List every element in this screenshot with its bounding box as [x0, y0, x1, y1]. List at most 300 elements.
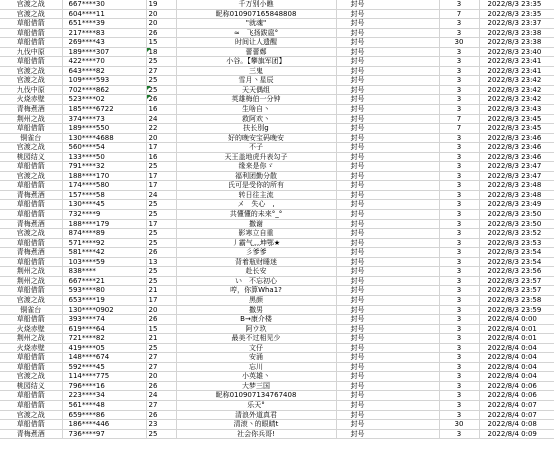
timestamp-cell[interactable]: 2022/8/3 23:42: [479, 85, 554, 95]
action-cell[interactable]: 封号: [336, 362, 439, 372]
level-cell[interactable]: 25: [146, 229, 176, 239]
action-cell[interactable]: 封号: [336, 114, 439, 124]
ban-days-cell[interactable]: 3: [439, 171, 479, 181]
ban-days-cell[interactable]: 3: [439, 152, 479, 162]
timestamp-cell[interactable]: 2022/8/3 23:48: [479, 190, 554, 200]
server-region-cell[interactable]: 草船借箭: [0, 420, 62, 430]
server-region-cell[interactable]: 草船借箭: [0, 162, 62, 172]
level-cell[interactable]: 26: [146, 28, 176, 38]
phone-cell[interactable]: 721****82: [62, 334, 146, 344]
ban-days-cell[interactable]: 3: [439, 429, 479, 439]
level-cell[interactable]: 25: [146, 210, 176, 220]
server-region-cell[interactable]: 桃园结义: [0, 152, 62, 162]
server-region-cell[interactable]: 官渡之战: [0, 76, 62, 86]
level-cell[interactable]: 25: [146, 162, 176, 172]
player-name-cell[interactable]: 救阿欢丶: [176, 114, 336, 124]
action-cell[interactable]: 封号: [336, 95, 439, 105]
action-cell[interactable]: 封号: [336, 276, 439, 286]
ban-days-cell[interactable]: 7: [439, 114, 479, 124]
player-name-cell[interactable]: 影寒立自重: [176, 229, 336, 239]
phone-cell[interactable]: 148****674: [62, 353, 146, 363]
level-cell[interactable]: 17: [146, 143, 176, 153]
ban-days-cell[interactable]: 3: [439, 381, 479, 391]
timestamp-cell[interactable]: 2022/8/3 23:54: [479, 248, 554, 258]
action-cell[interactable]: 封号: [336, 343, 439, 353]
level-cell[interactable]: 26: [146, 315, 176, 325]
server-region-cell[interactable]: 火烧赤壁: [0, 343, 62, 353]
ban-days-cell[interactable]: 3: [439, 334, 479, 344]
action-cell[interactable]: 封号: [336, 66, 439, 76]
level-cell[interactable]: 25: [146, 57, 176, 67]
action-cell[interactable]: 封号: [336, 391, 439, 401]
timestamp-cell[interactable]: 2022/8/3 23:57: [479, 286, 554, 296]
phone-cell[interactable]: 659****86: [62, 410, 146, 420]
timestamp-cell[interactable]: 2022/8/3 23:47: [479, 162, 554, 172]
ban-days-cell[interactable]: 3: [439, 143, 479, 153]
level-cell[interactable]: 22: [146, 124, 176, 134]
player-name-cell[interactable]: い 不忘初心: [176, 276, 336, 286]
ban-days-cell[interactable]: 3: [439, 57, 479, 67]
action-cell[interactable]: 封号: [336, 257, 439, 267]
timestamp-cell[interactable]: 2022/8/3 23:58: [479, 295, 554, 305]
level-cell[interactable]: 15: [146, 324, 176, 334]
timestamp-cell[interactable]: 2022/8/3 23:49: [479, 200, 554, 210]
action-cell[interactable]: 封号: [336, 143, 439, 153]
ban-days-cell[interactable]: 3: [439, 295, 479, 305]
level-cell[interactable]: 20: [146, 133, 176, 143]
level-cell[interactable]: 17: [146, 171, 176, 181]
level-cell[interactable]: 20: [146, 19, 176, 29]
server-region-cell[interactable]: 草船借箭: [0, 257, 62, 267]
server-region-cell[interactable]: 草船借箭: [0, 353, 62, 363]
level-cell[interactable]: 25: [146, 276, 176, 286]
server-region-cell[interactable]: 草船借箭: [0, 391, 62, 401]
action-cell[interactable]: 封号: [336, 85, 439, 95]
ban-days-cell[interactable]: 3: [439, 190, 479, 200]
timestamp-cell[interactable]: 2022/8/4 0:06: [479, 391, 554, 401]
server-region-cell[interactable]: 草船借箭: [0, 286, 62, 296]
ban-days-cell[interactable]: 3: [439, 391, 479, 401]
level-cell[interactable]: 20: [146, 372, 176, 382]
player-name-cell[interactable]: 氏可是受你的所有: [176, 181, 336, 191]
level-cell[interactable]: 21: [146, 334, 176, 344]
action-cell[interactable]: 封号: [336, 219, 439, 229]
phone-cell[interactable]: 560****54: [62, 143, 146, 153]
timestamp-cell[interactable]: 2022/8/3 23:41: [479, 57, 554, 67]
player-name-cell[interactable]: 丿霸气灬坤鄂★: [176, 238, 336, 248]
phone-cell[interactable]: 188****170: [62, 171, 146, 181]
ban-days-cell[interactable]: 3: [439, 353, 479, 363]
level-cell[interactable]: 16: [146, 105, 176, 115]
server-region-cell[interactable]: 九伐中原: [0, 47, 62, 57]
level-cell[interactable]: 24: [146, 190, 176, 200]
action-cell[interactable]: 封号: [336, 295, 439, 305]
ban-days-cell[interactable]: 3: [439, 85, 479, 95]
server-region-cell[interactable]: 官渡之战: [0, 229, 62, 239]
level-cell[interactable]: 16: [146, 152, 176, 162]
action-cell[interactable]: 封号: [336, 38, 439, 48]
phone-cell[interactable]: 269****43: [62, 38, 146, 48]
timestamp-cell[interactable]: 2022/8/3 23:40: [479, 47, 554, 57]
ban-days-cell[interactable]: 3: [439, 400, 479, 410]
level-cell[interactable]: 20: [146, 9, 176, 19]
phone-cell[interactable]: 109****593: [62, 76, 146, 86]
phone-cell[interactable]: 157****58: [62, 190, 146, 200]
phone-cell[interactable]: 874****89: [62, 229, 146, 239]
phone-cell[interactable]: 593****80: [62, 286, 146, 296]
level-cell[interactable]: 17: [146, 181, 176, 191]
timestamp-cell[interactable]: 2022/8/3 23:48: [479, 181, 554, 191]
server-region-cell[interactable]: 草船借箭: [0, 400, 62, 410]
ban-days-cell[interactable]: 3: [439, 181, 479, 191]
timestamp-cell[interactable]: 2022/8/3 23:50: [479, 219, 554, 229]
level-cell[interactable]: 27: [146, 400, 176, 410]
level-cell[interactable]: 21: [146, 286, 176, 296]
phone-cell[interactable]: 702****862: [62, 85, 146, 95]
server-region-cell[interactable]: 官渡之战: [0, 66, 62, 76]
phone-cell[interactable]: 796****16: [62, 381, 146, 391]
player-name-cell[interactable]: 雪月丶星辰: [176, 76, 336, 86]
level-cell[interactable]: 25: [146, 85, 176, 95]
timestamp-cell[interactable]: 2022/8/3 23:38: [479, 38, 554, 48]
timestamp-cell[interactable]: 2022/8/3 23:59: [479, 305, 554, 315]
server-region-cell[interactable]: 官渡之战: [0, 143, 62, 153]
server-region-cell[interactable]: 青梅煮酒: [0, 248, 62, 258]
action-cell[interactable]: 封号: [336, 181, 439, 191]
player-name-cell[interactable]: 生啥自丶: [176, 105, 336, 115]
level-cell[interactable]: 17: [146, 219, 176, 229]
ban-days-cell[interactable]: 3: [439, 219, 479, 229]
server-region-cell[interactable]: 草船借箭: [0, 181, 62, 191]
phone-cell[interactable]: 130****4688: [62, 133, 146, 143]
timestamp-cell[interactable]: 2022/8/4 0:01: [479, 324, 554, 334]
timestamp-cell[interactable]: 2022/8/4 0:04: [479, 362, 554, 372]
timestamp-cell[interactable]: 2022/8/3 23:45: [479, 114, 554, 124]
ban-days-cell[interactable]: 3: [439, 410, 479, 420]
action-cell[interactable]: 封号: [336, 162, 439, 172]
action-cell[interactable]: 封号: [336, 57, 439, 67]
server-region-cell[interactable]: 草船借箭: [0, 124, 62, 134]
player-name-cell[interactable]: 不子: [176, 143, 336, 153]
action-cell[interactable]: 封号: [336, 238, 439, 248]
player-name-cell[interactable]: 撒谢: [176, 219, 336, 229]
ban-days-cell[interactable]: 3: [439, 248, 479, 258]
timestamp-cell[interactable]: 2022/8/4 0:00: [479, 315, 554, 325]
timestamp-cell[interactable]: 2022/8/3 23:46: [479, 152, 554, 162]
phone-cell[interactable]: 217****83: [62, 28, 146, 38]
ban-days-cell[interactable]: 3: [439, 267, 479, 277]
action-cell[interactable]: 封号: [336, 248, 439, 258]
phone-cell[interactable]: 393****74: [62, 315, 146, 325]
action-cell[interactable]: 封号: [336, 229, 439, 239]
level-cell[interactable]: 19: [146, 0, 176, 9]
level-cell[interactable]: 13: [146, 257, 176, 267]
player-name-cell[interactable]: 哼，你算Wha1?: [176, 286, 336, 296]
ban-days-cell[interactable]: 3: [439, 19, 479, 29]
phone-cell[interactable]: 643****82: [62, 66, 146, 76]
ban-days-cell[interactable]: 3: [439, 0, 479, 9]
level-cell[interactable]: 27: [146, 353, 176, 363]
server-region-cell[interactable]: 荆州之战: [0, 114, 62, 124]
phone-cell[interactable]: 185****6722: [62, 105, 146, 115]
player-name-cell[interactable]: 安涌: [176, 353, 336, 363]
level-cell[interactable]: 23: [146, 420, 176, 430]
phone-cell[interactable]: 186****446: [62, 420, 146, 430]
action-cell[interactable]: 封号: [336, 28, 439, 38]
player-name-cell[interactable]: "就魂": [176, 19, 336, 29]
server-region-cell[interactable]: 草船借箭: [0, 238, 62, 248]
player-name-cell[interactable]: 扶长別g: [176, 124, 336, 134]
ban-days-cell[interactable]: 7: [439, 9, 479, 19]
server-region-cell[interactable]: 草船借箭: [0, 200, 62, 210]
phone-cell[interactable]: 103****59: [62, 257, 146, 267]
ban-days-cell[interactable]: 3: [439, 76, 479, 86]
phone-cell[interactable]: 189****307: [62, 47, 146, 57]
action-cell[interactable]: 封号: [336, 267, 439, 277]
server-region-cell[interactable]: 官渡之战: [0, 410, 62, 420]
player-name-cell[interactable]: 时间让人遗醒: [176, 38, 336, 48]
action-cell[interactable]: 封号: [336, 124, 439, 134]
server-region-cell[interactable]: 桃园结义: [0, 381, 62, 391]
player-name-cell[interactable]: 转日往主流: [176, 190, 336, 200]
level-cell[interactable]: 26: [146, 410, 176, 420]
phone-cell[interactable]: 651****39: [62, 19, 146, 29]
phone-cell[interactable]: 130****0902: [62, 305, 146, 315]
server-region-cell[interactable]: 官渡之战: [0, 372, 62, 382]
timestamp-cell[interactable]: 2022/8/3 23:46: [479, 133, 554, 143]
ban-days-cell[interactable]: 3: [439, 276, 479, 286]
player-name-cell[interactable]: 天天偶组: [176, 85, 336, 95]
player-name-cell[interactable]: 英雄梅伯一分钟: [176, 95, 336, 105]
timestamp-cell[interactable]: 2022/8/4 0:09: [479, 429, 554, 439]
timestamp-cell[interactable]: 2022/8/4 0:04: [479, 353, 554, 363]
level-cell[interactable]: 17: [146, 295, 176, 305]
action-cell[interactable]: 封号: [336, 200, 439, 210]
action-cell[interactable]: 封号: [336, 9, 439, 19]
server-region-cell[interactable]: 草船借箭: [0, 57, 62, 67]
phone-cell[interactable]: 732****9: [62, 210, 146, 220]
player-name-cell[interactable]: 大梦三国: [176, 381, 336, 391]
phone-cell[interactable]: 189****550: [62, 124, 146, 134]
server-region-cell[interactable]: 草船借箭: [0, 315, 62, 325]
phone-cell[interactable]: 592****45: [62, 362, 146, 372]
player-name-cell[interactable]: 千万别小瞧: [176, 0, 336, 9]
player-name-cell[interactable]: 黑颜: [176, 295, 336, 305]
server-region-cell[interactable]: 官渡之战: [0, 295, 62, 305]
server-region-cell[interactable]: 草船借箭: [0, 362, 62, 372]
phone-cell[interactable]: 114****775: [62, 372, 146, 382]
level-cell[interactable]: 24: [146, 391, 176, 401]
timestamp-cell[interactable]: 2022/8/3 23:43: [479, 105, 554, 115]
action-cell[interactable]: 封号: [336, 400, 439, 410]
timestamp-cell[interactable]: 2022/8/4 0:06: [479, 381, 554, 391]
phone-cell[interactable]: 571****92: [62, 238, 146, 248]
phone-cell[interactable]: 223****34: [62, 391, 146, 401]
player-name-cell[interactable]: 小英雄丶: [176, 372, 336, 382]
player-name-cell[interactable]: 小谷。【攀旗军团】: [176, 57, 336, 67]
level-cell[interactable]: 25: [146, 200, 176, 210]
timestamp-cell[interactable]: 2022/8/4 0:07: [479, 410, 554, 420]
level-cell[interactable]: 26: [146, 248, 176, 258]
timestamp-cell[interactable]: 2022/8/3 23:42: [479, 76, 554, 86]
timestamp-cell[interactable]: 2022/8/3 23:52: [479, 229, 554, 239]
ban-days-cell[interactable]: 7: [439, 124, 479, 134]
action-cell[interactable]: 封号: [336, 315, 439, 325]
player-name-cell[interactable]: 昵称010907165848808: [176, 9, 336, 19]
phone-cell[interactable]: 174****580: [62, 181, 146, 191]
timestamp-cell[interactable]: 2022/8/3 23:37: [479, 19, 554, 29]
level-cell[interactable]: 15: [146, 38, 176, 48]
level-cell[interactable]: 20: [146, 305, 176, 315]
level-cell[interactable]: 27: [146, 66, 176, 76]
timestamp-cell[interactable]: 2022/8/3 23:38: [479, 28, 554, 38]
ban-days-cell[interactable]: 3: [439, 362, 479, 372]
server-region-cell[interactable]: 九伐中原: [0, 85, 62, 95]
phone-cell[interactable]: 130****45: [62, 200, 146, 210]
ban-days-cell[interactable]: 3: [439, 305, 479, 315]
server-region-cell[interactable]: 青梅煮酒: [0, 219, 62, 229]
phone-cell[interactable]: 619****64: [62, 324, 146, 334]
action-cell[interactable]: 封号: [336, 305, 439, 315]
phone-cell[interactable]: 374****73: [62, 114, 146, 124]
timestamp-cell[interactable]: 2022/8/4 0:08: [479, 420, 554, 430]
ban-days-cell[interactable]: 3: [439, 229, 479, 239]
player-name-cell[interactable]: 社会你兵哥!: [176, 429, 336, 439]
action-cell[interactable]: 封号: [336, 105, 439, 115]
action-cell[interactable]: 封号: [336, 171, 439, 181]
level-cell[interactable]: 25: [146, 76, 176, 86]
level-cell[interactable]: 26: [146, 381, 176, 391]
timestamp-cell[interactable]: 2022/8/4 0:01: [479, 334, 554, 344]
player-name-cell[interactable]: 共懂懂的未来°_°: [176, 210, 336, 220]
server-region-cell[interactable]: 荆州之战: [0, 267, 62, 277]
ban-days-cell[interactable]: 3: [439, 66, 479, 76]
phone-cell[interactable]: 736****97: [62, 429, 146, 439]
player-name-cell[interactable]: 撒男: [176, 305, 336, 315]
timestamp-cell[interactable]: 2022/8/3 23:35: [479, 0, 554, 9]
action-cell[interactable]: 封号: [336, 429, 439, 439]
player-name-cell[interactable]: 忘川: [176, 362, 336, 372]
level-cell[interactable]: 25: [146, 238, 176, 248]
action-cell[interactable]: 封号: [336, 133, 439, 143]
action-cell[interactable]: 封号: [336, 152, 439, 162]
player-name-cell[interactable]: 昵称010907134767408: [176, 391, 336, 401]
action-cell[interactable]: 封号: [336, 353, 439, 363]
action-cell[interactable]: 封号: [336, 410, 439, 420]
server-region-cell[interactable]: 青梅煮酒: [0, 105, 62, 115]
action-cell[interactable]: 封号: [336, 334, 439, 344]
server-region-cell[interactable]: 草船借箭: [0, 38, 62, 48]
player-name-cell[interactable]: 缘来是你ゞ: [176, 162, 336, 172]
ban-days-cell[interactable]: 3: [439, 133, 479, 143]
ban-days-cell[interactable]: 3: [439, 238, 479, 248]
player-name-cell[interactable]: 背着瓶财睡迷: [176, 257, 336, 267]
server-region-cell[interactable]: 官渡之战: [0, 9, 62, 19]
timestamp-cell[interactable]: 2022/8/4 0:07: [479, 400, 554, 410]
action-cell[interactable]: 封号: [336, 47, 439, 57]
player-name-cell[interactable]: 彡爹爹: [176, 248, 336, 258]
server-region-cell[interactable]: 草船借箭: [0, 28, 62, 38]
action-cell[interactable]: 封号: [336, 0, 439, 9]
server-region-cell[interactable]: 铜雀台: [0, 305, 62, 315]
player-name-cell[interactable]: 阿ウ玖: [176, 324, 336, 334]
action-cell[interactable]: 封号: [336, 286, 439, 296]
ban-days-cell[interactable]: 3: [439, 257, 479, 267]
phone-cell[interactable]: 581****42: [62, 248, 146, 258]
action-cell[interactable]: 封号: [336, 381, 439, 391]
timestamp-cell[interactable]: 2022/8/3 23:57: [479, 276, 554, 286]
player-name-cell[interactable]: 福利团勤分散: [176, 171, 336, 181]
player-name-cell[interactable]: 最美不过相见少: [176, 334, 336, 344]
action-cell[interactable]: 封号: [336, 76, 439, 86]
action-cell[interactable]: 封号: [336, 19, 439, 29]
ban-days-cell[interactable]: 3: [439, 315, 479, 325]
server-region-cell[interactable]: 官渡之战: [0, 0, 62, 9]
phone-cell[interactable]: 133****50: [62, 152, 146, 162]
player-name-cell[interactable]: 三鬼: [176, 66, 336, 76]
phone-cell[interactable]: 188****179: [62, 219, 146, 229]
level-cell[interactable]: 27: [146, 362, 176, 372]
action-cell[interactable]: 封号: [336, 420, 439, 430]
server-region-cell[interactable]: 草船借箭: [0, 210, 62, 220]
timestamp-cell[interactable]: 2022/8/3 23:56: [479, 267, 554, 277]
server-region-cell[interactable]: 青梅煮酒: [0, 429, 62, 439]
action-cell[interactable]: 封号: [336, 210, 439, 220]
phone-cell[interactable]: 422****70: [62, 57, 146, 67]
server-region-cell[interactable]: 荆州之战: [0, 334, 62, 344]
phone-cell[interactable]: 419****05: [62, 343, 146, 353]
timestamp-cell[interactable]: 2022/8/3 23:46: [479, 143, 554, 153]
ban-days-cell[interactable]: 3: [439, 324, 479, 334]
ban-days-cell[interactable]: 3: [439, 200, 479, 210]
phone-cell[interactable]: 604****11: [62, 9, 146, 19]
server-region-cell[interactable]: 火烧赤壁: [0, 324, 62, 334]
timestamp-cell[interactable]: 2022/8/3 23:54: [479, 257, 554, 267]
server-region-cell[interactable]: 火烧赤壁: [0, 95, 62, 105]
ban-days-cell[interactable]: 3: [439, 162, 479, 172]
level-cell[interactable]: 26: [146, 95, 176, 105]
player-name-cell[interactable]: 清滚丶的眼睛t: [176, 420, 336, 430]
phone-cell[interactable]: 653****19: [62, 295, 146, 305]
ban-days-cell[interactable]: 3: [439, 372, 479, 382]
server-region-cell[interactable]: 草船借箭: [0, 19, 62, 29]
ban-days-cell[interactable]: 3: [439, 286, 479, 296]
level-cell[interactable]: 18: [146, 47, 176, 57]
phone-cell[interactable]: 667****21: [62, 276, 146, 286]
phone-cell[interactable]: 791****32: [62, 162, 146, 172]
action-cell[interactable]: 封号: [336, 372, 439, 382]
player-name-cell[interactable]: 赴长安: [176, 267, 336, 277]
timestamp-cell[interactable]: 2022/8/3 23:42: [479, 95, 554, 105]
server-region-cell[interactable]: 铜雀台: [0, 133, 62, 143]
player-name-cell[interactable]: 好的晚安宝码晚安: [176, 133, 336, 143]
server-region-cell[interactable]: 青梅煮酒: [0, 190, 62, 200]
timestamp-cell[interactable]: 2022/8/3 23:41: [479, 66, 554, 76]
player-name-cell[interactable]: メ 失心 ,: [176, 200, 336, 210]
server-region-cell[interactable]: 官渡之战: [0, 171, 62, 181]
phone-cell[interactable]: 561****48: [62, 400, 146, 410]
server-region-cell[interactable]: 荆州之战: [0, 276, 62, 286]
ban-days-cell[interactable]: 3: [439, 95, 479, 105]
action-cell[interactable]: 封号: [336, 324, 439, 334]
player-name-cell[interactable]: B→康介楼: [176, 315, 336, 325]
player-name-cell[interactable]: 蕾蕾鄭: [176, 47, 336, 57]
player-name-cell[interactable]: 清浪外道真君: [176, 410, 336, 420]
timestamp-cell[interactable]: 2022/8/3 23:35: [479, 9, 554, 19]
player-name-cell[interactable]: ≈ 飞扬跋扈°: [176, 28, 336, 38]
timestamp-cell[interactable]: 2022/8/3 23:47: [479, 171, 554, 181]
level-cell[interactable]: 25: [146, 343, 176, 353]
